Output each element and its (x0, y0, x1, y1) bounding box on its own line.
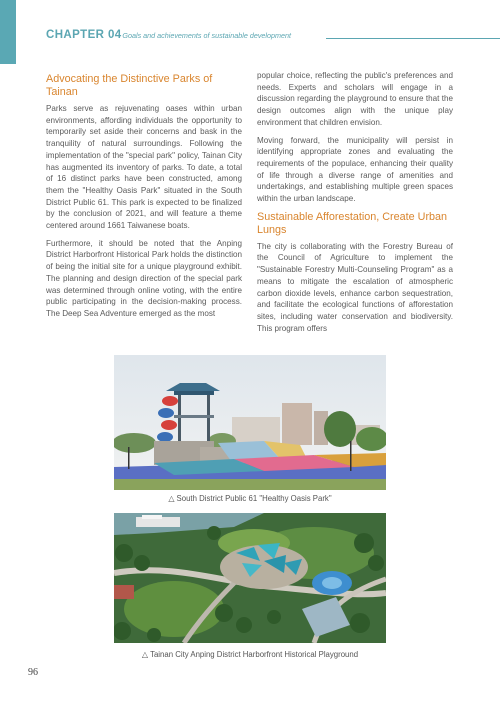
aerial-park-photo-illustration (114, 513, 386, 643)
caption-triangle-marker: △ (168, 494, 175, 503)
paragraph: Moving forward, the municipality will persist in identifying appropriate zones and evaluating the requirements of the populace, enhancing their quality of life through a diverse range of amenities and undertakings, and establishing multiple green spaces within the urban landscape. (257, 135, 453, 204)
figure-caption: △ South District Public 61 "Healthy Oasis Park" (168, 494, 332, 503)
caption-triangle-marker: △ (141, 650, 149, 659)
left-column (46, 70, 242, 326)
chapter-corner-tab (0, 0, 16, 64)
right-column (257, 70, 453, 340)
section-heading-afforestation: Sustainable Afforestation, Create Urban Lungs (257, 210, 448, 236)
running-header (46, 27, 500, 47)
header-rule (326, 38, 500, 39)
chapter-subtitle: · Goals and achievements of sustainable development (118, 31, 292, 40)
paragraph: The city is collaborating with the Forestry Bureau of the Council of Agriculture to implement the "Sustainable Forestry Multi-Counseling Program" as a means to mitigate the escalation of atmospheric carbon dioxide levels, enhance carbon sequestration, and facilitate the ecological functions of afforestation sites, including water conservation and biodiversity. This program offers (257, 241, 453, 333)
photo-anping-harborfront-playground (114, 513, 386, 643)
figure-caption: △ Tainan City Anping District Harborfront Historical Playground (141, 650, 359, 659)
playground-photo-illustration (114, 355, 386, 490)
section-heading-parks: Advocating the Distinctive Parks of Tainan (46, 73, 213, 98)
paragraph: Parks serve as rejuvenating oases within urban environments, affording individuals the opportunity to temporarily set aside their concerns and bask in the tranquility of natural surroundings. Following the implementation of the "special park" policy, Tainan City has augmented its inventory of parks. To date, a total of 16 distinct parks have been constructed, among them the "Healthy Oasis Park" situated in the South District Public 61. This park is expected to be finalized by the conclusion of 2021, and will feature a theme centered around 1661 Taiwanese boats. (46, 104, 242, 231)
paragraph: popular choice, reflecting the public's preferences and needs. Experts and scholars will engage in a discussion regarding the playground to ensure that the design outcomes align with the unique play environment that children envision. (257, 71, 453, 127)
paragraph: Furthermore, it should be noted that the Anping District Harborfront Historical Park holds the distinction of being the initial site for a unique playground exhibit. The planning and design direction of the special park was determined through online voting, with the entire public participating in the decision-making process. The Deep Sea Adventure emerged as the most (46, 238, 242, 318)
photo-healthy-oasis-park (114, 355, 386, 490)
chapter-label: CHAPTER 04 (46, 29, 122, 41)
page-number: 96 (28, 667, 38, 678)
